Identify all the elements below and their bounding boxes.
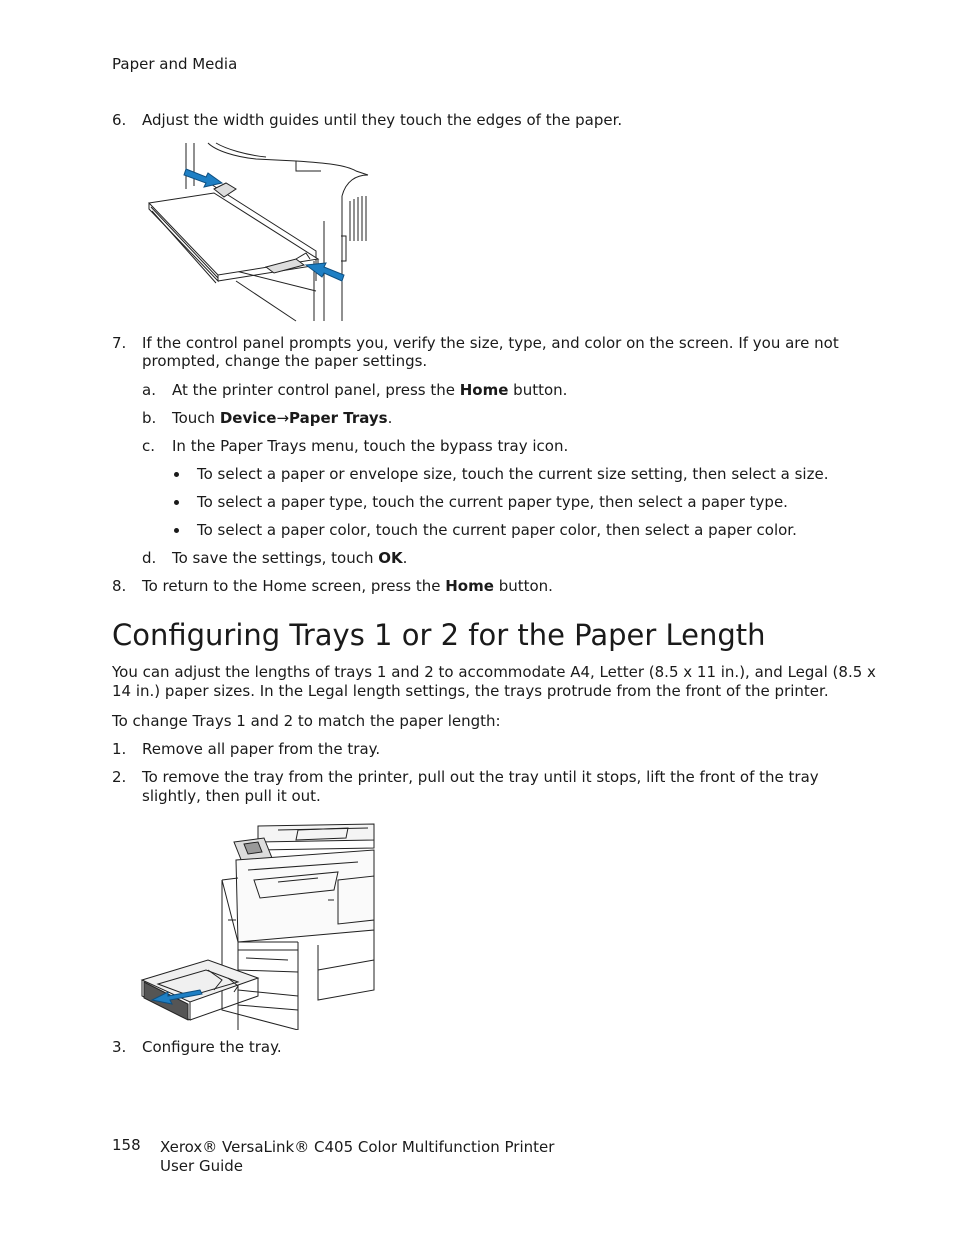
- substep-d-text: To save the settings, touch OK.: [172, 549, 408, 567]
- step-number: 6.: [112, 111, 127, 129]
- substep-label: a.: [142, 381, 156, 399]
- step-number: 8.: [112, 577, 127, 595]
- step-text-line2: prompted, change the paper settings.: [142, 352, 428, 370]
- footer-product: Xerox® VersaLink® C405 Color Multifunction Printer: [160, 1138, 555, 1156]
- step-number: 3.: [112, 1038, 127, 1056]
- bullet-text: To select a paper or envelope size, touch the current size setting, then select a size.: [197, 465, 829, 483]
- page-number: 158: [112, 1136, 141, 1154]
- substep-label: d.: [142, 549, 157, 567]
- step-number: 1.: [112, 740, 127, 758]
- step-number: 2.: [112, 768, 127, 786]
- tray-removal-illustration: [138, 820, 382, 1030]
- step-text-line2: slightly, then pull it out.: [142, 787, 321, 805]
- substep-b-text: Touch Device→Paper Trays.: [172, 409, 393, 427]
- step-text-line1: To remove the tray from the printer, pull out the tray until it stops, lift the front of the tray: [142, 768, 819, 786]
- bullet-marker: [174, 500, 179, 505]
- lead-text: To change Trays 1 and 2 to match the paper length:: [112, 712, 501, 730]
- step-text: Configure the tray.: [142, 1038, 282, 1056]
- substep-c-text: In the Paper Trays menu, touch the bypass tray icon.: [172, 437, 569, 455]
- step-text: Adjust the width guides until they touch the edges of the paper.: [142, 111, 623, 129]
- step-text-line1: If the control panel prompts you, verify the size, type, and color on the screen. If you are not: [142, 334, 839, 352]
- bypass-tray-illustration: [146, 141, 372, 323]
- bullet-text: To select a paper color, touch the current paper color, then select a paper color.: [197, 521, 797, 539]
- substep-label: c.: [142, 437, 156, 455]
- footer-doc-title: User Guide: [160, 1157, 244, 1175]
- intro-line2: 14 in.) paper sizes. In the Legal length settings, the trays protrude from the front of the printer.: [112, 682, 829, 700]
- step-text: Remove all paper from the tray.: [142, 740, 381, 758]
- bullet-text: To select a paper type, touch the current paper type, then select a paper type.: [197, 493, 788, 511]
- substep-label: b.: [142, 409, 157, 427]
- step-8-text: To return to the Home screen, press the Home button.: [142, 577, 553, 595]
- intro-line1: You can adjust the lengths of trays 1 and 2 to accommodate A4, Letter (8.5 x 11 in.), and Legal (8.5 x: [112, 663, 876, 681]
- step-number: 7.: [112, 334, 127, 352]
- bullet-marker: [174, 472, 179, 477]
- substep-a-text: At the printer control panel, press the Home button.: [172, 381, 568, 399]
- section-heading: Configuring Trays 1 or 2 for the Paper Length: [112, 618, 766, 652]
- bullet-marker: [174, 528, 179, 533]
- running-header: Paper and Media: [112, 55, 238, 73]
